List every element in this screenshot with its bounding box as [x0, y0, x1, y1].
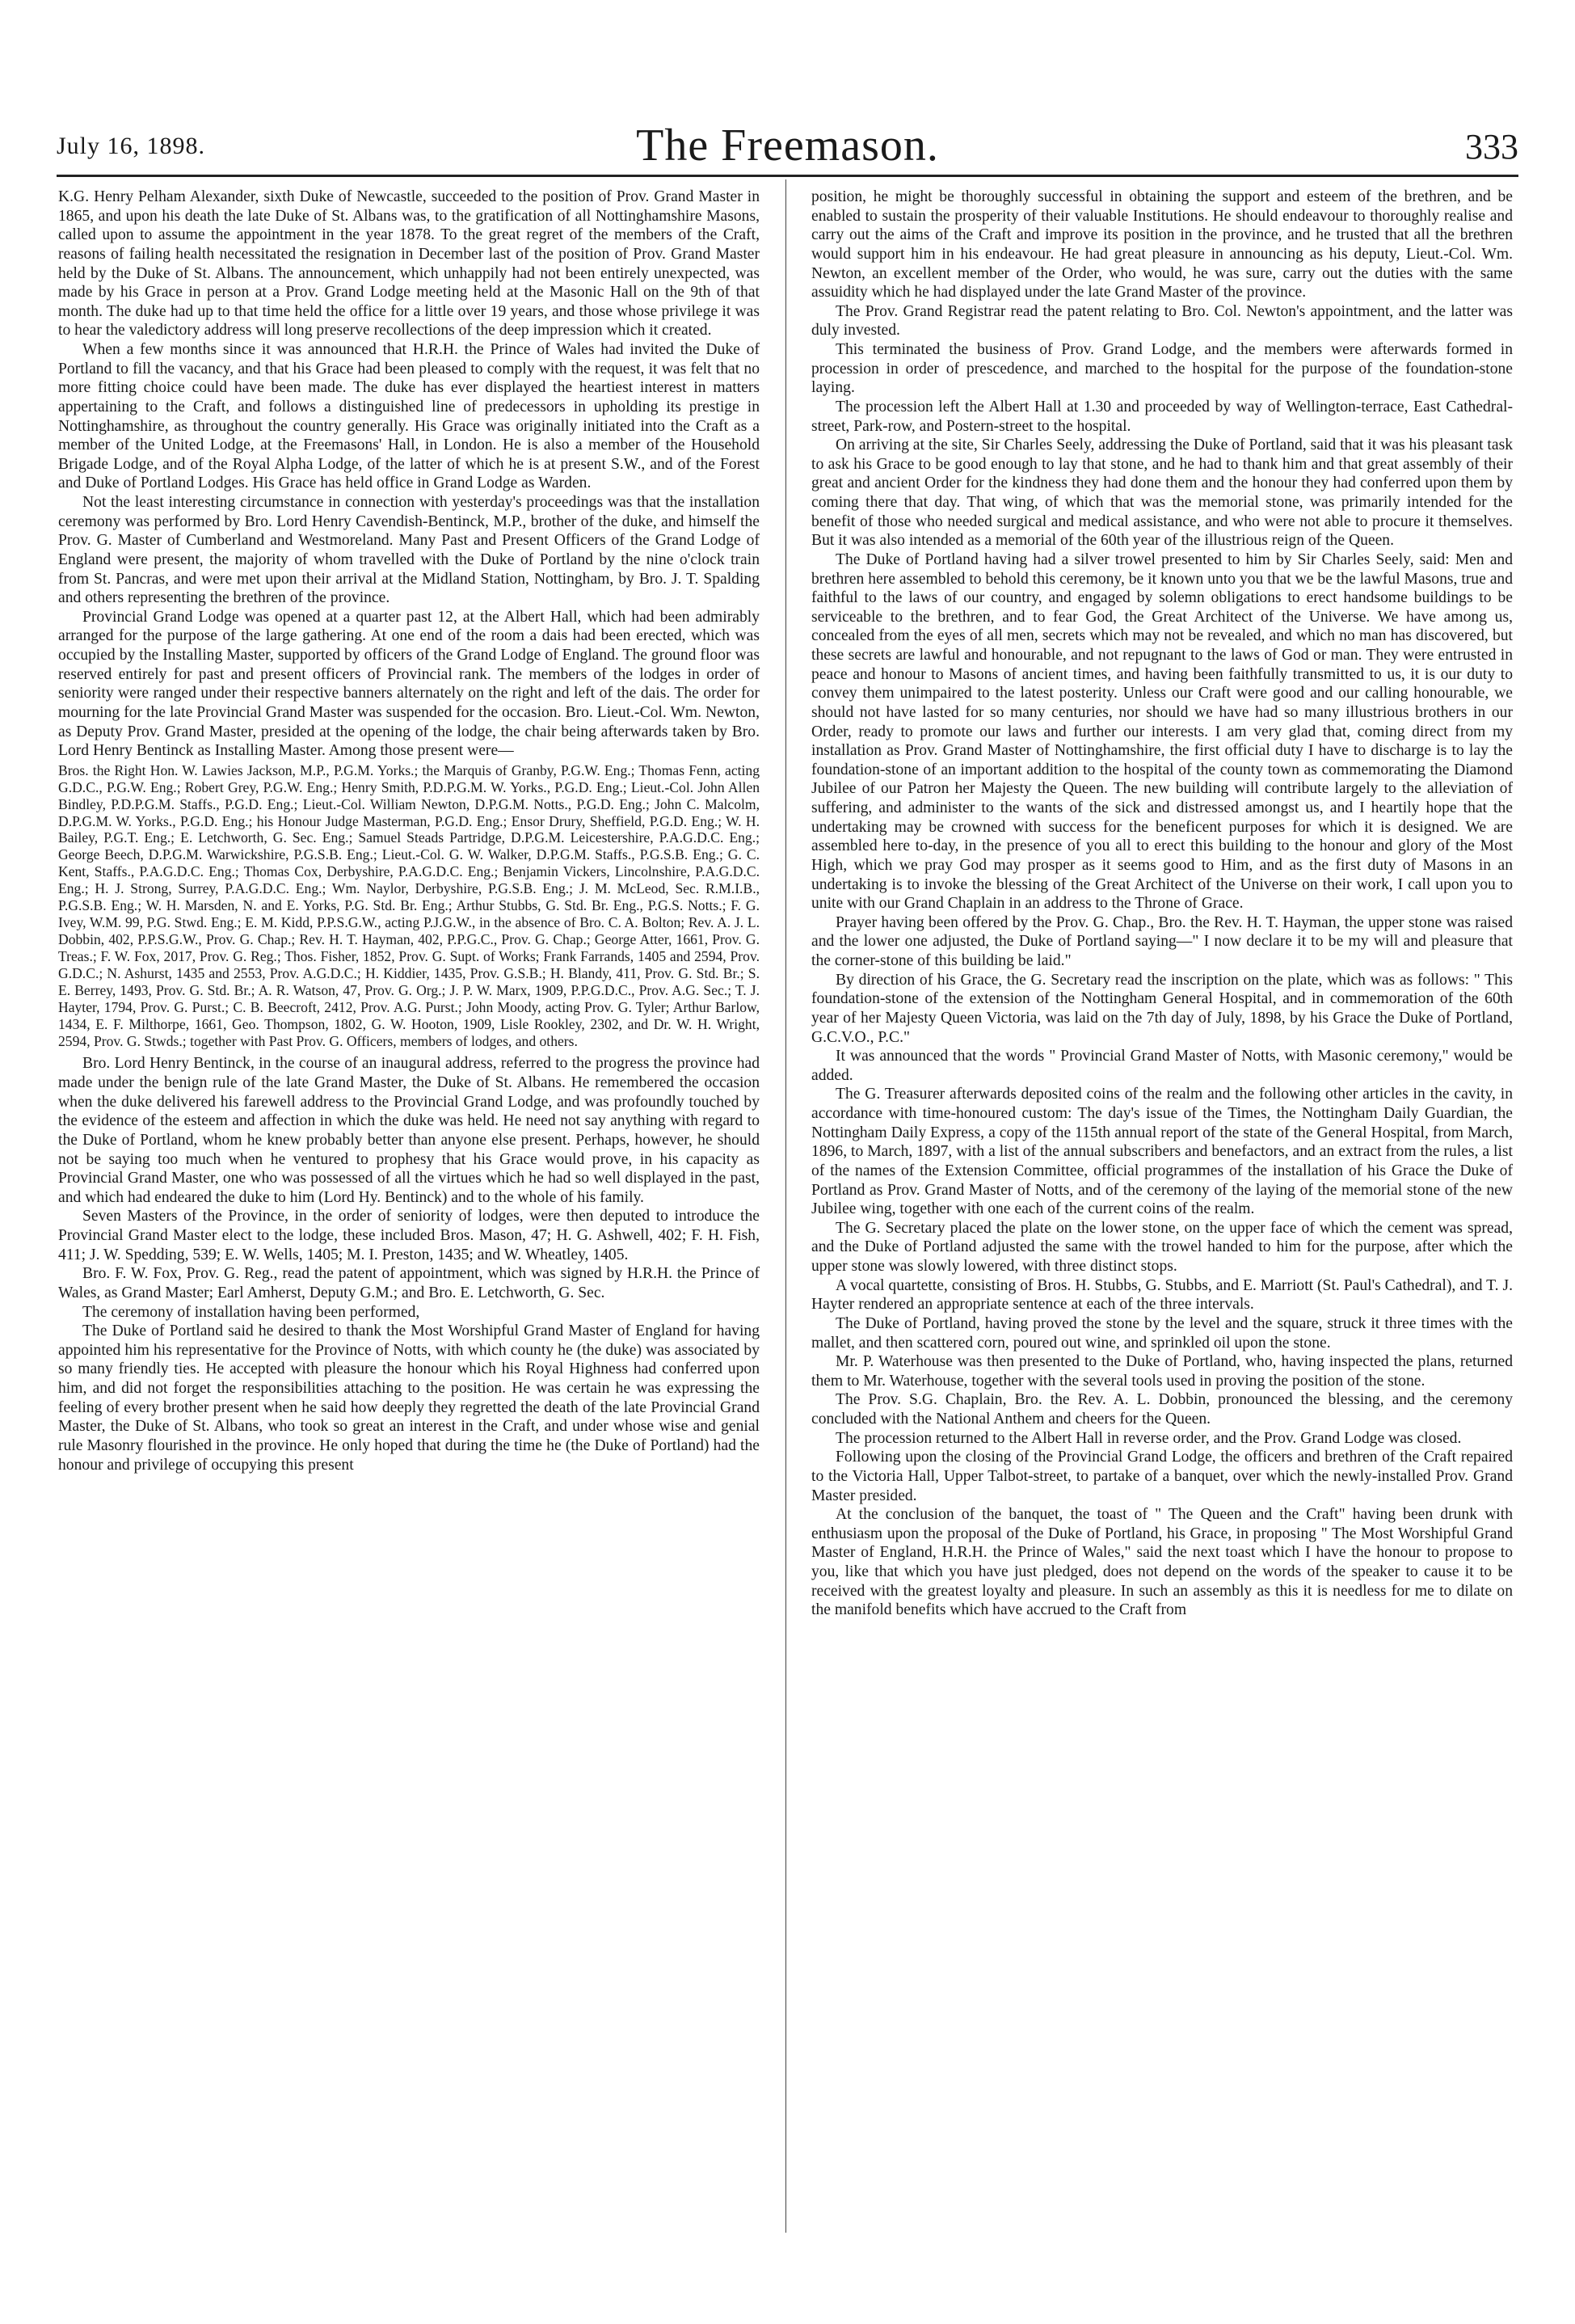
paragraph: The Prov. S.G. Chaplain, Bro. the Rev. A. L. Dobbin, pronounced the blessing, and the ceremony concluded with the National Anthem and cheers for the Queen.: [811, 1391, 1513, 1428]
page-number: 333: [1465, 127, 1518, 167]
page-header: [57, 120, 1518, 171]
paragraph: Bro. F. W. Fox, Prov. G. Reg., read the patent of appointment, which was signed by H.R.H. the Prince of Wales, as Grand Master; Earl Amherst, Deputy G.M.; and Bro. E. Letchworth, G. Sec.: [58, 1265, 760, 1301]
paragraph: The G. Treasurer afterwards deposited coins of the realm and the following other articles in the cavity, in accordance with time-honoured custom: The day's issue of the Times, the Nottingham Daily Guardian, the Nottingham Daily Express, a copy of the 115th annual report of the state of the General Hospital, from March, 1896, to March, 1897, with a list of the annual subscribers and benefactors, and an extract from the rules, a list of the names of the Extension Committee, official programmes of the installation of his Grace the Duke of Portland as Prov. Grand Master of Notts, and of the ceremony of the laying of the memorial stone of the new Jubilee wing, together with one each of the current coins of the realm.: [811, 1086, 1513, 1218]
paragraph: The Duke of Portland, having proved the stone by the level and the square, struck it three times with the mallet, and then scattered corn, poured out wine, and sprinkled oil upon the stone.: [811, 1314, 1513, 1352]
paragraph: Provincial Grand Lodge was opened at a quarter past 12, at the Albert Hall, which had been admirably arranged for the purpose of the large gathering. At one end of the room a dais had been erected, which was occupied by the Installing Master, supported by officers of the Grand Lodge of England. The ground floor was reserved entirely for past and present officers of Provincial rank. The members of the lodges in order of seniority were ranged under their respective banners alternately on the right and left of the dais. The order for mourning for the late Provincial Grand Master was suspended for the occasion. Bro. Lieut.-Col. Wm. Newton, as Deputy Prov. Grand Master, presided at the opening of the lodge, the chair being afterwards taken by Bro. Lord Henry Bentinck as Installing Master. Among those present were—: [58, 608, 760, 760]
paragraph: Prayer having been offered by the Prov. G. Chap., Bro. the Rev. H. T. Hayman, the upper stone was raised and the lower one adjusted, the Duke of Portland saying—" I now declare it to be my will and pleasure that the corner-stone of this building be laid.": [811, 913, 1513, 969]
paragraph: The procession left the Albert Hall at 1.30 and proceeded by way of Wellington-terrace, East Cathedral-street, Park-row, and Postern-street to the hospital.: [811, 398, 1513, 435]
paragraph: The Prov. Grand Registrar read the patent relating to Bro. Col. Newton's appointment, and the latter was duly invested.: [811, 302, 1513, 340]
paragraph: When a few months since it was announced that H.R.H. the Prince of Wales had invited the Duke of Portland to fill the vacancy, and that his Grace had been pleased to comply with the request, it was felt that no more fitting choice could have been made. The duke has ever displayed the heartiest interest in matters appertaining to the Craft, and follows a distinguished line of predecessors in upholding its prestige in Nottinghamshire, as throughout the country generally. His Grace was originally initiated into the Craft as a member of the United Lodge, at the Freemasons' Hall, in London. He is also a member of the Household Brigade Lodge, and of the Royal Alpha Lodge, of the latter of which he is at present S.W., and of the Forest and Duke of Portland Lodges. His Grace has held office in Grand Lodge as Warden.: [58, 341, 760, 492]
paragraph: position, he might be thoroughly successful in obtaining the support and esteem of the brethren, and be enabled to sustain the prosperity of their valuable Institutions. He should endeavour to thoroughly realise and carry out the aims of the Craft and improve its position in the province, and he trusted that all the brethren would support him in his endeavour. He had great pleasure in announcing as his deputy, Lieut.-Col. Wm. Newton, an excellent member of the Order, who would, he was sure, carry out the duties with the same assuidity which he had displayed under the late Grand Master of the province.: [811, 188, 1513, 302]
column-divider: [785, 179, 786, 2233]
paragraph: Following upon the closing of the Provincial Grand Lodge, the officers and brethren of the Craft repaired to the Victoria Hall, Upper Talbot-street, to partake of a banquet, over which the newly-installed Prov. Grand Master presided.: [811, 1449, 1513, 1504]
paragraph: The ceremony of installation having been performed,: [82, 1303, 420, 1321]
paragraph: Mr. P. Waterhouse was then presented to the Duke of Portland, who, having inspected the plans, returned them to Mr. Waterhouse, together with the several tools used in proving the position of the stone.: [811, 1353, 1513, 1390]
attendee-list: Bros. the Right Hon. W. Lawies Jackson, M.P., P.G.M. Yorks.; the Marquis of Granby, P.G.W. Eng.; Thomas Fenn, acting G.D.C., P.G.W. Eng.; Robert Grey, P.G.W. Eng.; Henry Smith, P.D.P.G.M. W. Yorks., P.G.D. Eng.; Lieut.-Col. John Allen Bindley, P.D.P.G.M. Staffs., P.G.D. Eng.; Lieut.-Col. William Newton, D.P.G.M. Notts., P.G.D. Eng.; John C. Malcolm, D.P.G.M. W. Yorks., P.G.D. Eng.; his Honour Judge Masterman, P.G.D. Eng.; Ensor Drury, Sheffield, P.G.D. Eng.; W. H. Bailey, P.G.T. Eng.; E. Letchworth, G. Sec. Eng.; Samuel Steads Partridge, D.P.G.M. Leicestershire, P.A.G.D.C. Eng.; George Beech, D.P.G.M. Warwickshire, P.G.S.B. Eng.; Lieut.-Col. G. W. Walker, D.P.G.M. Staffs., P.G.S.B. Eng.; G. C. Kent, Staffs., P.A.G.D.C. Eng.; Thomas Cox, Derbyshire, P.A.G.D.C. Eng.; Benjamin Vickers, Lincolnshire, P.A.G.D.C. Eng.; H. J. Strong, Surrey, P.A.G.D.C. Eng.; Wm. Naylor, Derbyshire, P.G.S.B. Eng.; J. M. McLeod, Sec. R.M.I.B., P.G.S.B. Eng.; W. H. Marsden, N. and E. Yorks, P.G. Std. Br. Eng.; Arthur Stubbs, G. Std. Br. Eng., P.G.S. Notts.; F. G. Ivey, W.M. 99, P.G. Stwd. Eng.; E. M. Kidd, P.P.S.G.W., acting P.J.G.W., in the absence of Bro. C. A. Bolton; Rev. A. J. L. Dobbin, 402, P.P.S.G.W., Prov. G. Chap.; Rev. H. T. Hayman, 402, P.P.G.C., Prov. G. Chap.; George Atter, 1661, Prov. G. Treas.; F. W. Fox, 2017, Prov. G. Reg.; Thos. Fisher, 1852, Prov. G. Supt. of Works; Frank Farrands, 1405 and 2594, Prov. G.D.C.; N. Ashurst, 1435 and 2553, Prov. A.G.D.C.; H. Kiddier, 1435, Prov. G.S.B.; H. Blandy, 411, Prov. G. Std. Br.; S. E. Berrey, 1493, Prov. G. Std. Br.; A. R. Watson, 47, Prov. G. Org.; J. P. W. Marx, 1909, P.P.G.D.C., Prov. A.G. Sec.; T. J. Hayter, 1794, Prov. G. Purst.; C. B. Beecroft, 2412, Prov. A.G. Purst.; John Moody, acting Prov. G. Tyler; Arthur Barlow, 1434, E. F. Milthorpe, 1661, Geo. Thompson, 1802, G. W. Hooton, 1909, Lisle Rookley, 2302, and Dr. W. H. Wright, 2594, Prov. G. Stwds.; together with Past Prov. G. Officers, members of lodges, and others.: [58, 761, 760, 1049]
paragraph: K.G. Henry Pelham Alexander, sixth Duke of Newcastle, succeeded to the position of Prov. Grand Master in 1865, and upon his death the late Duke of St. Albans was, to the gratification of all Nottinghamshire Masons, called upon to assume the appointment in the year 1878. To the great regret of the members of the Craft, reasons of failing health necessitated the resignation in December last of the position of Prov. Grand Master held by the Duke of St. Albans. The announcement, which unhappily had not been entirely unexpected, was made by his Grace in person at a Prov. Grand Lodge meeting held at the Masonic Hall on the 9th of that month. The duke had up to that time held the office for a little over 19 years, and those whose privilege it was to hear the valedictory address will long preserve recollections of the deep impression which it created.: [58, 188, 760, 340]
paragraph: The Duke of Portland having had a silver trowel presented to him by Sir Charles Seely, said: Men and brethren here assembled to behold this ceremony, be it known unto you that we be the lawful Masons, true and faithful to the laws of our country, and engaged by solemn obligations to erect handsome buildings to be serviceable to the brethren, and to fear God, the Great Architect of the Universe. We have among us, concealed from the eyes of all men, secrets which may not be revealed, and which no man has discovered, but these secrets are lawful and honourable, and not repugnant to the laws of God or man. They were entrusted in peace and honour to Masons of ancient times, and having been faithfully transmitted to us, it is our duty to convey them unimpaired to the latest posterity. Unless our Craft were good and our calling honourable, we should not have lasted for so many centuries, nor should we have had so many illustrious brothers in our Order, ready to promote our laws and further our interests. I am very glad that, coming direct from my installation as Prov. Grand Master of Nottinghamshire, the first official duty I have to discharge is to lay the foundation-stone of an important addition to the hospital of the county town as commemorating the Diamond Jubilee of our Patron her Majesty the Queen. The new building will contribute largely to the alleviation of suffering, and administer to the wants of the sick and distressed amongst us, and I heartily hope that the undertaking may be crowned with success for the beneficent purposes for which it is designed. We are assembled here to-day, in the presence of you all to erect this building to the honour and glory of the Most High, which we pray God may prosper as it seems good to Him, and as the first duty of Masons in an undertaking is to invoke the blessing of the Great Architect of the Universe on their work, I call upon you to unite with our Grand Chaplain in an address to the Throne of Grace.: [811, 550, 1513, 913]
paragraph: By direction of his Grace, the G. Secretary read the inscription on the plate, which was as follows: " This foundation-stone of the extension of the Nottingham General Hospital, and in commemoration of the 60th year of her Majesty Queen Victoria, was laid on the 7th day of July, 1898, by his Grace the Duke of Portland, G.C.V.O., P.C.": [811, 971, 1513, 1046]
issue-date: July 16, 1898.: [57, 133, 206, 159]
left-column: [58, 188, 760, 1474]
right-column: [811, 188, 1513, 1620]
paragraph: Bro. Lord Henry Bentinck, in the course of an inaugural address, referred to the progress the province had made under the benign rule of the late Grand Master, the Duke of St. Albans. He remembered the occasion when the duke delivered his farewell address to the Provincial Grand Lodge, and was profoundly touched by the evidence of the esteem and affection in which the duke was held. He need not say anything with regard to the Duke of Portland, whom he knew probably better than anyone else present. Perhaps, however, he should not be saying too much when he ventured to prophesy that his Grace would prove, in his capacity as Provincial Grand Master, one who was possessed of all the virtues which he had so well displayed in the past, and which had endeared the duke to him (Lord Hy. Bentinck) and to the whole of his family.: [58, 1055, 760, 1206]
paragraph: Seven Masters of the Province, in the order of seniority of lodges, were then deputed to introduce the Provincial Grand Master elect to the lodge, these included Bros. Mason, 47; H. G. Ashwell, 402; F. H. Fish, 411; J. W. Spedding, 539; E. W. Wells, 1405; M. I. Preston, 1435; and W. Wheatley, 1405.: [58, 1208, 760, 1263]
header-rule: [57, 175, 1518, 177]
paragraph: The procession returned to the Albert Hall in reverse order, and the Prov. Grand Lodge was closed.: [836, 1429, 1462, 1447]
paragraph: On arriving at the site, Sir Charles Seely, addressing the Duke of Portland, said that it was his pleasant task to ask his Grace to be good enough to lay that stone, and he had to thank him and that great assembly of their great and ancient Order for the kindness they had done them and the honour they had conferred upon them by coming there that day. That wing, of which that was the memorial stone, was primarily intended for the benefit of those who needed surgical and medical assistance, and who were not able to procure it themselves. But it was also intended as a memorial of the 60th year of the illustrious reign of the Queen.: [811, 437, 1513, 550]
paragraph: This terminated the business of Prov. Grand Lodge, and the members were afterwards formed in procession in order of prescedence, and marched to the hospital for the purpose of the foundation-stone laying.: [811, 341, 1513, 397]
paragraph: It was announced that the words " Provincial Grand Master of Notts, with Masonic ceremony," would be added.: [811, 1048, 1513, 1084]
publication-title: The Freemason.: [636, 120, 939, 171]
paragraph: At the conclusion of the banquet, the toast of " The Queen and the Craft" having been drunk with enthusiasm upon the proposal of the Duke of Portland, his Grace, in proposing " The Most Worshipful Grand Master of England, H.R.H. the Prince of Wales," said the next toast which I have the honour to propose to you, like that which you have just pledged, does not depend on the words of the speaker to cause it to be received with the greatest loyalty and pleasure. In such an assembly as this it is needless for me to dilate on the manifold benefits which have accrued to the Craft from: [811, 1506, 1513, 1619]
paragraph: The G. Secretary placed the plate on the lower stone, on the upper face of which the cement was spread, and the Duke of Portland adjusted the same with the trowel handed to him for the purpose, after which the upper stone was slowly lowered, with three distinct stops.: [811, 1219, 1513, 1275]
paragraph: Not the least interesting circumstance in connection with yesterday's proceedings was that the installation ceremony was performed by Bro. Lord Henry Cavendish-Bentinck, M.P., brother of the duke, and himself the Prov. G. Master of Cumberland and Westmoreland. Many Past and Present Officers of the Grand Lodge of England were present, the majority of whom travelled with the Duke of Portland by the nine o'clock train from St. Pancras, and were met upon their arrival at the Midland Station, Nottingham, by Bro. J. T. Spalding and others representing the brethren of the province.: [58, 494, 760, 607]
paragraph: A vocal quartette, consisting of Bros. H. Stubbs, G. Stubbs, and E. Marriott (St. Paul's Cathedral), and T. J. Hayter rendered an appropriate sentence at each of the three intervals.: [811, 1276, 1513, 1314]
paragraph: The Duke of Portland said he desired to thank the Most Worshipful Grand Master of England for having appointed him his representative for the Province of Notts, with which county he (the duke) was associated by so many friendly ties. He accepted with pleasure the honour which his Royal Highness had conferred upon him, and did not forget the responsibilities attaching to the position. He was certain he was expressing the feeling of every brother present when he said how deeply they regretted the death of the late Provincial Grand Master, the Duke of St. Albans, who took so great an interest in the Craft, and under whose wise and genial rule Masonry flourished in the province. He only hoped that during the time he (the Duke of Portland) had the honour and privilege of occupying this present: [58, 1322, 760, 1474]
